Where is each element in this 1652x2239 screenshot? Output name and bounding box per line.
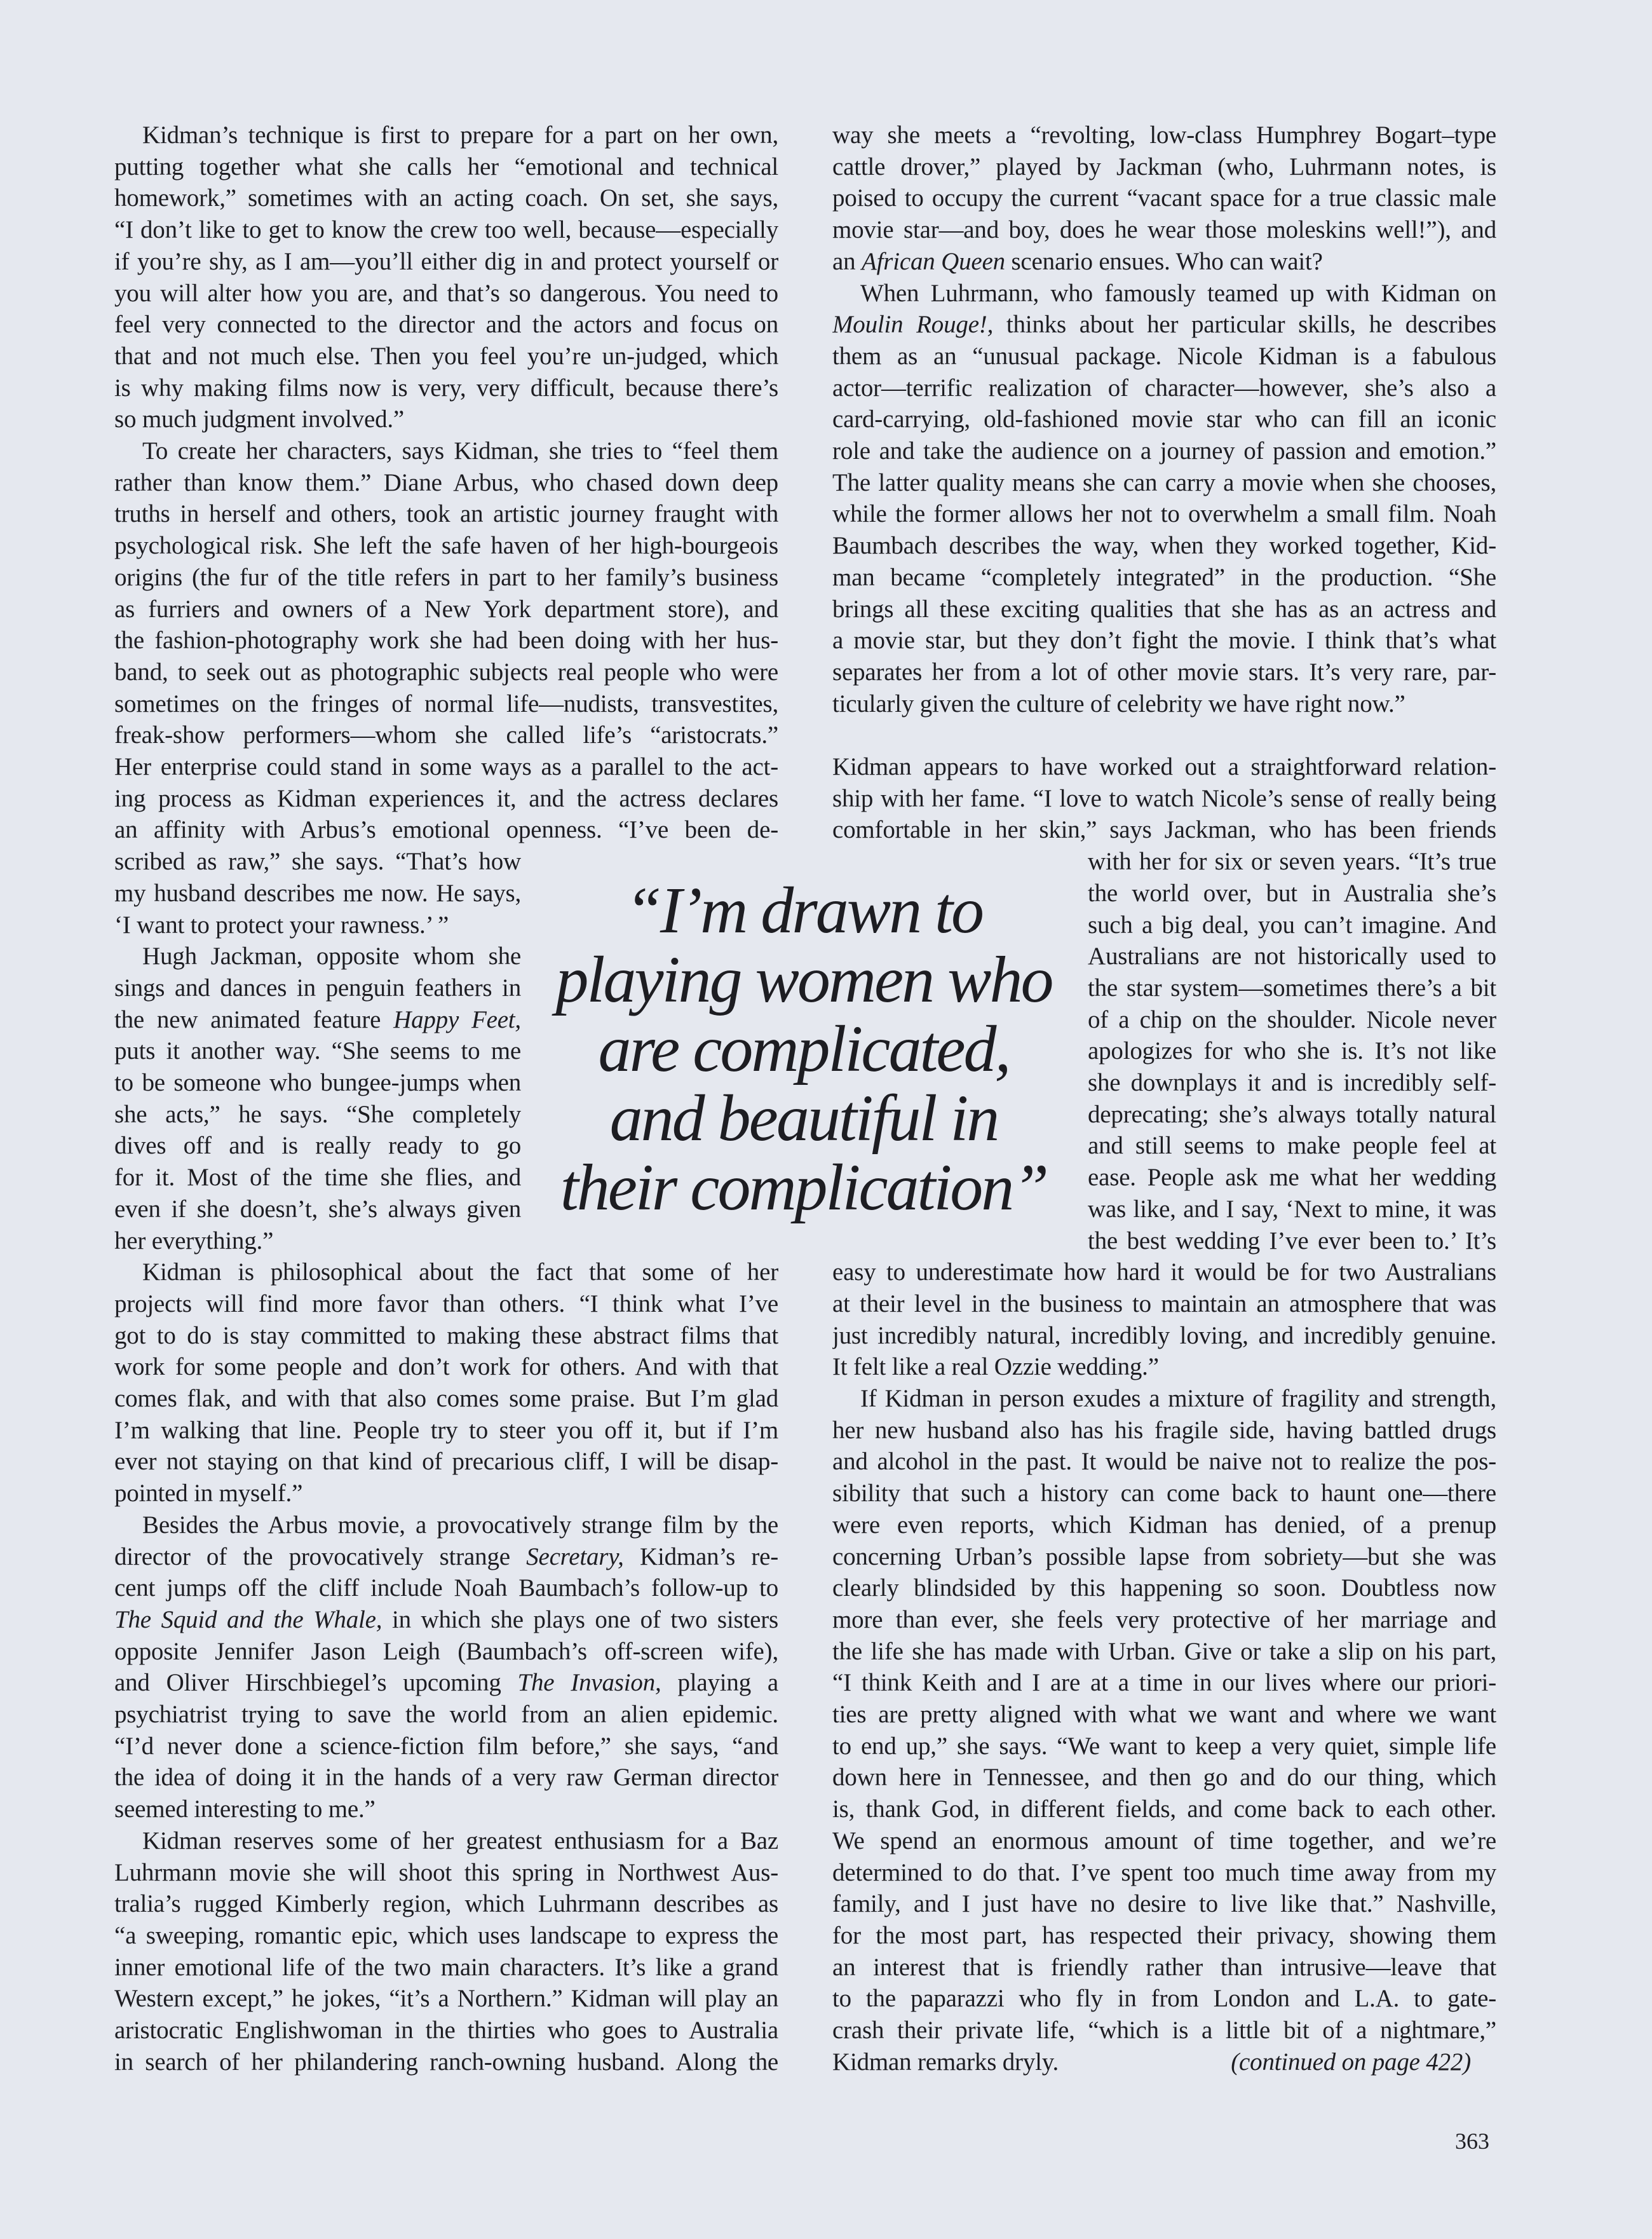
text-line [832, 594, 1496, 625]
text-run: them as an “unusual package. Nicole Kidman is a fabulous [832, 342, 1496, 370]
text-line [832, 214, 1496, 246]
text-run: in which she plays one of two sisters [382, 1605, 778, 1633]
text-run: easy to underestimate how hard it would be for two Australians [832, 1258, 1496, 1286]
text-line [114, 1952, 778, 1984]
text-line [114, 1825, 778, 1857]
italic-title: The Invasion, [517, 1669, 661, 1697]
text-run: tralia’s rugged Kimberly region, which Luhrmann describes as [114, 1890, 778, 1918]
text-run: even if she doesn’t, she’s always given [114, 1195, 521, 1223]
text-line [832, 1541, 1496, 1573]
text-run: were even reports, which Kidman has denied, of a prenup [832, 1511, 1496, 1539]
text-run: puts it another way. “She seems to me [114, 1037, 521, 1065]
text-run: “a sweeping, romantic epic, which uses landscape to express the [114, 1921, 778, 1949]
italic-title: Happy Feet, [393, 1005, 521, 1033]
text-line [832, 783, 1496, 815]
text-run: for the most part, has respected their privacy, showing them [832, 1921, 1496, 1949]
text-run: sometimes on the fringes of normal life—nudists, transvestites, [114, 690, 778, 718]
text-run: concerning Urban’s possible lapse from sobriety—but she was [832, 1542, 1496, 1570]
text-run: projects will find more favor than others. “I think what I’ve [114, 1290, 778, 1317]
text-line [1088, 1067, 1496, 1099]
text-run: and still seems to make people feel at [1088, 1132, 1496, 1160]
text-run: separates her from a lot of other movie stars. It’s very rare, par- [832, 658, 1496, 686]
text-run: opposite Jennifer Jason Leigh (Baumbach’s off-screen wife), [114, 1637, 778, 1665]
italic-title: The Squid and the Whale, [114, 1605, 383, 1633]
text-line [114, 1099, 521, 1131]
text-line [1088, 1004, 1496, 1036]
pull-quote-line: their complication” [560, 1151, 1048, 1224]
text-run: putting together what she calls her “emotional and technical [114, 153, 778, 180]
text-line [1088, 1130, 1496, 1162]
text-run: of a chip on the shoulder. Nicole never [1088, 1005, 1496, 1033]
text-run: as furriers and owners of a New York department store), and [114, 595, 778, 623]
text-line [832, 1478, 1496, 1509]
text-line [832, 1636, 1496, 1668]
text-run: you will alter how you are, and that’s so dangerous. You need to [114, 279, 778, 307]
pull-quote-line: playing women who [555, 943, 1052, 1016]
text-line [114, 372, 778, 404]
text-line [832, 1983, 1496, 2015]
text-line [114, 878, 521, 909]
text-run: pointed in myself.” [114, 1480, 303, 1507]
continued-note: (continued on page 422) [1231, 2048, 1471, 2076]
text-run: thinks about her particular skills, he describes [993, 311, 1496, 339]
text-run: at their level in the business to maintain an atmosphere that was [832, 1290, 1496, 1317]
text-line [832, 1952, 1496, 1984]
text-line [114, 594, 778, 625]
text-run: clearly blindsided by this happening so soon. Doubtless now [832, 1574, 1496, 1602]
text-run: way she meets a “revolting, low-class Humphrey Bogart–type [832, 121, 1496, 149]
text-run: feel very connected to the director and the actors and focus on [114, 311, 778, 339]
text-line [114, 278, 778, 310]
text-line [832, 278, 1496, 310]
text-run: aristocratic Englishwoman in the thirties who goes to Australia [114, 2017, 778, 2044]
text-run: and alcohol in the past. It would be naive not to realize the pos- [832, 1448, 1496, 1476]
text-run: an interest that is friendly rather than intrusive—leave that [832, 1953, 1496, 1981]
text-run: To create her characters, says Kidman, she tries to “feel them [142, 437, 778, 465]
text-run: got to do is stay committed to making these abstract films that [114, 1321, 778, 1349]
text-line [114, 688, 778, 720]
text-line [114, 909, 521, 941]
text-line [114, 435, 778, 467]
text-run: to end up,” she says. “We want to keep a very quiet, simple life [832, 1732, 1496, 1760]
text-run: ever not staying on that kind of precarious cliff, I will be disap- [114, 1448, 778, 1476]
text-line [832, 1762, 1496, 1793]
italic-title: Secretary, [526, 1542, 624, 1570]
text-run: movie star—and boy, does he wear those moleskins well!”), and [832, 216, 1496, 244]
text-run: the best wedding I’ve ever been to.’ It’s [1088, 1227, 1496, 1255]
text-line [114, 1162, 521, 1194]
text-line [832, 751, 1496, 783]
text-line [832, 1509, 1496, 1541]
text-line [114, 941, 521, 972]
text-run: her new husband also has his fragile side, having battled drugs [832, 1416, 1496, 1444]
text-run: the fashion-photography work she had been doing with her hus- [114, 627, 778, 655]
text-run: psychiatrist trying to save the world from an alien epidemic. [114, 1701, 778, 1728]
text-line [114, 562, 778, 594]
text-line [832, 688, 1496, 720]
text-run: dives off and is really ready to go [114, 1132, 521, 1160]
text-line [832, 1572, 1496, 1604]
text-run: rather than know them.” Diane Arbus, who chased down deep [114, 468, 778, 496]
text-run: Hugh Jackman, opposite whom she [142, 943, 521, 970]
text-line [832, 1920, 1496, 1952]
text-line [832, 1320, 1496, 1352]
text-line [832, 530, 1496, 562]
text-line [832, 182, 1496, 214]
text-run: family, and I just have no desire to live like that.” Nashville, [832, 1890, 1496, 1918]
text-run: a movie star, but they don’t fight the movie. I think that’s what [832, 627, 1496, 655]
text-line [114, 783, 778, 815]
text-line [832, 657, 1496, 688]
text-line [832, 1256, 1496, 1288]
text-run: poised to occupy the current “vacant space for a true classic male [832, 184, 1496, 212]
text-line [114, 1699, 778, 1731]
text-run: work for some people and don’t work for others. And with that [114, 1353, 778, 1381]
text-run: and Oliver Hirschbiegel’s upcoming [114, 1669, 518, 1697]
text-run: comfortable in her skin,” says Jackman, who has been friends [832, 816, 1496, 844]
text-line [114, 1320, 778, 1352]
text-line [114, 246, 778, 278]
text-line [114, 498, 778, 530]
text-run: she acts,” he says. “She completely [114, 1100, 521, 1128]
text-run: an [832, 247, 862, 275]
text-line [114, 751, 778, 783]
text-run: inner emotional life of the two main characters. It’s like a grand [114, 1953, 778, 1981]
text-line [832, 1383, 1496, 1415]
text-line [114, 719, 778, 751]
text-line [1088, 909, 1496, 941]
text-run: “I’d never done a science-fiction film before,” she says, “and [114, 1732, 778, 1760]
text-run: such a big deal, you can’t imagine. And [1088, 911, 1496, 939]
text-run: “I don’t like to get to know the crew too well, because—especially [114, 216, 778, 244]
text-line [114, 530, 778, 562]
text-run: I’m walking that line. People try to steer you off it, but if I’m [114, 1416, 778, 1444]
text-line [114, 1288, 778, 1320]
text-line [114, 1415, 778, 1446]
text-line [114, 1351, 778, 1383]
text-line [114, 1762, 778, 1793]
text-line [114, 1983, 778, 2015]
text-line [114, 182, 778, 214]
text-line [114, 1857, 778, 1889]
text-run: band, to seek out as photographic subjects real people who were [114, 658, 778, 686]
text-run: just incredibly natural, incredibly loving, and incredibly genuine. [832, 1321, 1496, 1349]
pull-quote [534, 876, 1074, 1222]
text-line [832, 1731, 1496, 1762]
text-line [832, 625, 1496, 657]
text-run: Baumbach describes the way, when they worked together, Kid- [832, 532, 1496, 560]
text-line [832, 1446, 1496, 1478]
text-run: freak-show performers—whom she called life’s “aristocrats.” [114, 721, 778, 749]
text-run: if you’re shy, as I am—you’ll either dig in and protect yourself or [114, 247, 778, 275]
text-run: scenario ensues. Who can wait? [1005, 247, 1323, 275]
text-line [832, 1351, 1496, 1383]
text-line [114, 119, 778, 151]
text-line [832, 1667, 1496, 1699]
text-run: ties are pretty aligned with what we want and where we want [832, 1701, 1496, 1728]
text-line [114, 657, 778, 688]
text-run: my husband describes me now. He says, [114, 879, 521, 907]
text-run: with her for six or seven years. “It’s true [1088, 848, 1496, 876]
text-run: ‘I want to protect your rawness.’ ” [114, 911, 449, 939]
text-run: Kidman remarks dryly. [832, 2048, 1059, 2076]
text-run: role and take the audience on a journey of passion and emotion.” [832, 437, 1496, 465]
text-line [832, 2015, 1496, 2046]
text-line [832, 309, 1496, 341]
text-run: homework,” sometimes with an acting coach. On set, she says, [114, 184, 778, 212]
text-run: so much judgment involved.” [114, 405, 405, 433]
text-line [114, 1035, 521, 1067]
text-run: to the paparazzi who fly in from London and L.A. to gate- [832, 1985, 1496, 2013]
text-line [114, 1793, 778, 1825]
text-line [114, 846, 521, 878]
text-run: ship with her fame. “I love to watch Nicole’s sense of really being [832, 784, 1496, 812]
text-line [114, 1509, 778, 1541]
text-line [1088, 878, 1496, 909]
text-run: sibility that such a history can come back to haunt one—there [832, 1480, 1496, 1507]
text-run: that and not much else. Then you feel you’re un-judged, which [114, 342, 778, 370]
text-line [832, 404, 1496, 435]
text-line [832, 1857, 1496, 1889]
text-line [114, 467, 778, 499]
text-line [832, 814, 1496, 846]
text-line [832, 467, 1496, 499]
text-run: playing a [661, 1669, 778, 1697]
text-run: actor—terrific realization of character—however, she’s also a [832, 374, 1496, 402]
text-run: deprecating; she’s always totally natural [1088, 1100, 1496, 1128]
text-line [114, 1731, 778, 1762]
text-line [1088, 1099, 1496, 1131]
text-line [1088, 972, 1496, 1004]
text-line [114, 814, 778, 846]
text-run: cent jumps off the cliff include Noah Baumbach’s follow-up to [114, 1574, 778, 1602]
pull-quote-line: “I’m drawn to [625, 874, 982, 947]
text-line [114, 2046, 778, 2078]
text-run: the life she has made with Urban. Give or take a slip on his part, [832, 1637, 1496, 1665]
text-run: origins (the fur of the title refers in part to her family’s business [114, 563, 778, 591]
text-line [114, 1067, 521, 1099]
text-line [832, 498, 1496, 530]
text-line [832, 372, 1496, 404]
text-run: director of the provocatively strange [114, 1542, 527, 1570]
text-run: “I think Keith and I are at a time in our lives where our priori- [832, 1669, 1496, 1697]
text-line [1088, 1194, 1496, 1225]
text-run: We spend an enormous amount of time together, and we’re [832, 1827, 1496, 1854]
text-run: Kidman’s re- [623, 1542, 778, 1570]
text-run: in search of her philandering ranch-owning husband. Along the [114, 2048, 778, 2076]
text-run: Luhrmann movie she will shoot this spring in Northwest Aus- [114, 1858, 778, 1886]
text-run: determined to do that. I’ve spent too much time away from my [832, 1858, 1496, 1886]
text-run: she downplays it and is incredibly self- [1088, 1069, 1496, 1096]
text-line [114, 625, 778, 657]
text-run: her everything.” [114, 1227, 274, 1255]
text-run: cattle drover,” played by Jackman (who, Luhrmann notes, is [832, 153, 1496, 180]
italic-title: Moulin Rouge!, [832, 311, 994, 339]
text-run: was like, and I say, ‘Next to mine, it was [1088, 1195, 1496, 1223]
text-run: When Luhrmann, who famously teamed up with Kidman on [860, 279, 1496, 307]
text-line [114, 1225, 521, 1257]
text-line [114, 1256, 778, 1288]
text-line [114, 1478, 778, 1509]
text-line [114, 341, 778, 372]
text-line [1088, 1162, 1496, 1194]
text-run: the new animated feature [114, 1005, 394, 1033]
text-line [114, 1888, 778, 1920]
text-line [114, 1920, 778, 1952]
text-run: ease. People ask me what her wedding [1088, 1164, 1496, 1192]
italic-title: African Queen [861, 247, 1005, 275]
text-line [832, 1888, 1496, 1920]
text-run: psychological risk. She left the safe haven of her high-bourgeois [114, 532, 778, 560]
text-line [832, 562, 1496, 594]
text-run: comes flak, and with that also comes some praise. But I’m glad [114, 1385, 778, 1412]
text-line [114, 309, 778, 341]
text-line [832, 1288, 1496, 1320]
text-run: down here in Tennessee, and then go and do our thing, which [832, 1764, 1496, 1792]
text-run: ticularly given the culture of celebrity we have right now.” [832, 690, 1405, 718]
text-line [832, 435, 1496, 467]
text-run: card-carrying, old-fashioned movie star who can fill an iconic [832, 405, 1496, 433]
text-line [1088, 1035, 1496, 1067]
text-run: sings and dances in penguin feathers in [114, 974, 521, 1002]
text-line [114, 404, 778, 435]
text-run: to be someone who bungee-jumps when [114, 1069, 521, 1096]
text-run: Kidman reserves some of her greatest enthusiasm for a Baz [142, 1827, 778, 1854]
text-line [114, 214, 778, 246]
text-line [832, 1825, 1496, 1857]
text-run: apologizes for who she is. It’s not like [1088, 1037, 1496, 1065]
text-line [832, 1415, 1496, 1446]
text-run: the idea of doing it in the hands of a very raw German director [114, 1764, 778, 1792]
text-run: truths in herself and others, took an artistic journey fraught with [114, 500, 778, 528]
text-line [114, 2015, 778, 2046]
pull-quote-line: are complicated, [598, 1012, 1010, 1085]
text-run: Her enterprise could stand in some ways as a parallel to the act- [114, 753, 778, 780]
text-run: brings all these exciting qualities that she has as an actress and [832, 595, 1496, 623]
text-run: scribed as raw,” she says. “That’s how [114, 848, 521, 876]
text-run: the star system—sometimes there’s a bit [1088, 974, 1496, 1002]
text-line [114, 972, 521, 1004]
text-run: an affinity with Arbus’s emotional openness. “I’ve been de- [114, 816, 778, 844]
text-run: Kidman appears to have worked out a straightforward relation- [832, 753, 1496, 780]
text-line [832, 2046, 1496, 2078]
text-line [114, 1667, 778, 1699]
text-line [832, 1793, 1496, 1825]
text-line [832, 1699, 1496, 1731]
text-run: crash their private life, “which is a little bit of a nightmare,” [832, 2017, 1496, 2044]
text-run: is, thank God, in different fields, and come back to each other. [832, 1795, 1496, 1823]
text-run: while the former allows her not to overwhelm a small film. Noah [832, 500, 1496, 528]
text-line [114, 1446, 778, 1478]
text-run: for it. Most of the time she flies, and [114, 1164, 521, 1192]
text-run: is why making films now is very, very difficult, because there’s [114, 374, 778, 402]
text-run: ing process as Kidman experiences it, and the actress declares [114, 784, 778, 812]
text-line [1088, 941, 1496, 972]
text-line [114, 1004, 521, 1036]
text-line [114, 1604, 778, 1636]
text-line [832, 119, 1496, 151]
text-line [114, 1572, 778, 1604]
text-line [114, 151, 778, 183]
text-run: man became “completely integrated” in the production. “She [832, 563, 1496, 591]
pull-quote-line: and beautiful in [609, 1082, 998, 1155]
text-line [114, 1636, 778, 1668]
text-run: Kidman is philosophical about the fact that some of her [142, 1258, 778, 1286]
text-line [114, 1194, 521, 1225]
text-run: Kidman’s technique is first to prepare for a part on her own, [142, 121, 778, 149]
text-line [114, 1383, 778, 1415]
text-run: If Kidman in person exudes a mixture of fragility and strength, [860, 1385, 1496, 1412]
text-run: It felt like a real Ozzie wedding.” [832, 1353, 1159, 1381]
text-run: Western except,” he jokes, “it’s a Northern.” Kidman will play an [114, 1985, 778, 2013]
text-line [1088, 846, 1496, 878]
text-line [114, 1130, 521, 1162]
page-number: 363 [1455, 2128, 1489, 2154]
text-run: Besides the Arbus movie, a provocatively strange film by the [142, 1511, 778, 1539]
text-run: more than ever, she feels very protective of her marriage and [832, 1605, 1496, 1633]
text-line [832, 151, 1496, 183]
text-line [832, 246, 1496, 278]
text-run: seemed interesting to me.” [114, 1795, 376, 1823]
text-run: Australians are not historically used to [1088, 943, 1496, 970]
text-line [832, 1604, 1496, 1636]
text-line [832, 341, 1496, 372]
text-run: the world over, but in Australia she’s [1088, 879, 1496, 907]
text-line [1088, 1225, 1496, 1257]
text-run: The latter quality means she can carry a movie when she chooses, [832, 468, 1496, 496]
text-line [114, 1541, 778, 1573]
